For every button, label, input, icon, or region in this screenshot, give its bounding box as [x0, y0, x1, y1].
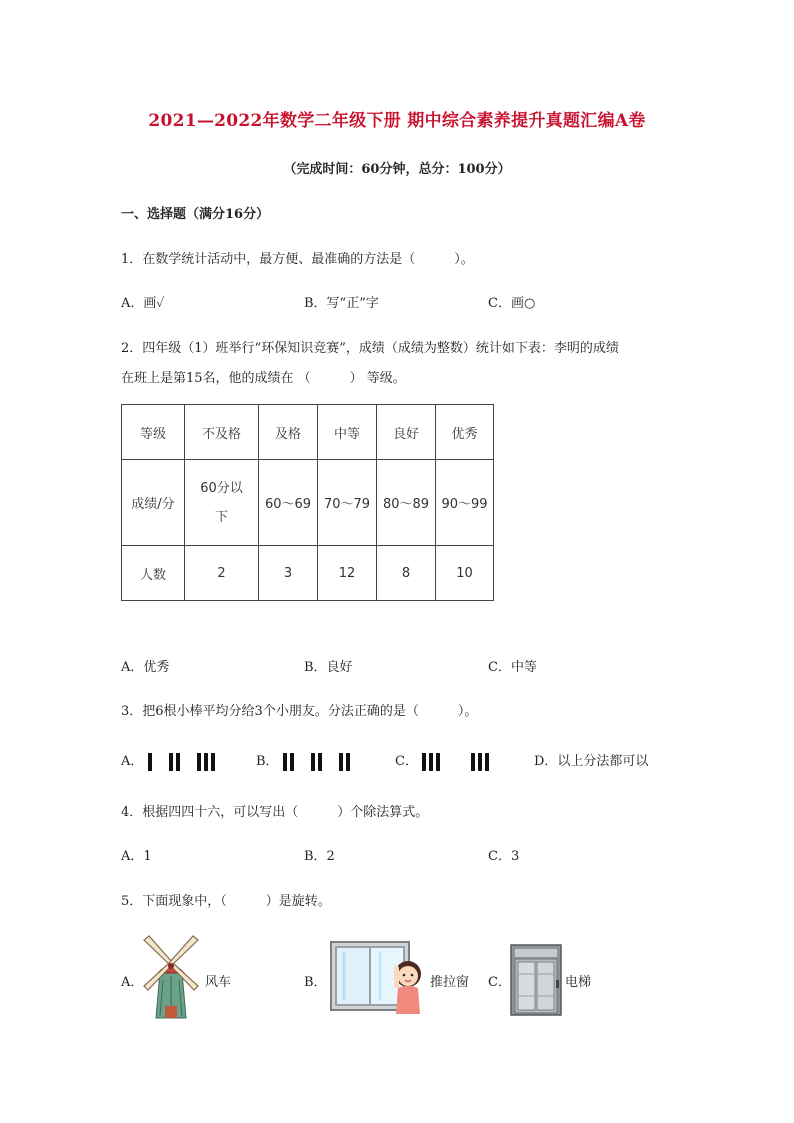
table-cell: 中等	[318, 405, 377, 460]
q4-option-a[interactable]: A．1	[121, 849, 152, 864]
table-cell: 80～89	[377, 460, 436, 546]
table-cell: 人数	[122, 546, 185, 601]
windmill-caption: 风车	[205, 975, 232, 990]
option-label: A．	[121, 754, 144, 769]
section-heading: 一、选择题（满分16分）	[121, 207, 270, 222]
elevator-icon	[510, 944, 562, 1016]
cell-text: 60分以	[200, 480, 243, 496]
question-3: 3．把6根小棒平均分给3个小朋友。分法正确的是（ ）。	[121, 704, 478, 719]
q2-option-b[interactable]: B．良好	[304, 660, 353, 675]
table-cell: 8	[377, 546, 436, 601]
table-cell: 优秀	[436, 405, 494, 460]
table-cell: 不及格	[185, 405, 259, 460]
window-caption: 推拉窗	[430, 975, 470, 990]
table-cell	[185, 460, 259, 546]
sticks-2-2-2-icon	[283, 753, 353, 771]
table-cell: 12	[318, 546, 377, 601]
cell-text: 下	[214, 509, 228, 525]
table-cell: 及格	[259, 405, 318, 460]
q3-option-c[interactable]	[395, 750, 492, 771]
q2-option-a[interactable]: A．优秀	[121, 660, 170, 675]
q2-option-c[interactable]: C．中等	[488, 660, 537, 675]
question-1: 1．在数学统计活动中，最方便、最准确的方法是（ ）。	[121, 252, 474, 267]
question-4: 4．根据四四十六，可以写出（ ）个除法算式。	[121, 805, 429, 820]
q3-option-a[interactable]	[121, 750, 218, 771]
table-cell: 60～69	[259, 460, 318, 546]
q1-option-c[interactable]: C．画○	[488, 296, 536, 311]
option-label: C．	[395, 754, 418, 769]
table-cell: 70～79	[318, 460, 377, 546]
q3-option-b[interactable]	[256, 750, 353, 771]
sliding-window-icon	[330, 940, 430, 1016]
table-cell: 90～99	[436, 460, 494, 546]
elevator-caption: 电梯	[565, 975, 592, 990]
option-label: B．	[256, 754, 279, 769]
table-row	[122, 460, 494, 546]
page-title: 2021—2022年数学二年级下册 期中综合素养提升真题汇编A卷	[148, 111, 646, 131]
question-2-line1: 2．四年级（1）班举行“环保知识竞赛”，成绩（成绩为整数）统计如下表：李明的成绩	[121, 341, 619, 356]
exam-info: （完成时间：60分钟，总分：100分）	[283, 162, 511, 177]
q1-option-a[interactable]: A．画✓	[121, 296, 165, 311]
q4-option-b[interactable]: B．2	[304, 849, 335, 864]
table-cell: 2	[185, 546, 259, 601]
table-row	[122, 546, 494, 601]
q4-option-c[interactable]: C．3	[488, 849, 520, 864]
table-row	[122, 405, 494, 460]
question-5: 5．下面现象中，（ ）是旋转。	[121, 894, 331, 909]
question-2-line2: 在班上是第15名，他的成绩在 （ ） 等级。	[121, 371, 406, 386]
table-cell: 成绩/分	[122, 460, 185, 546]
grade-table	[121, 404, 494, 601]
q5-option-a-label[interactable]: A．	[121, 975, 144, 990]
q1-option-b[interactable]: B．写“正”字	[304, 296, 379, 311]
table-cell: 等级	[122, 405, 185, 460]
q3-option-d[interactable]: D．以上分法都可以	[534, 754, 649, 769]
windmill-icon	[138, 932, 204, 1022]
q5-option-c-label[interactable]: C．	[488, 975, 511, 990]
table-cell: 10	[436, 546, 494, 601]
sticks-3-3-icon	[422, 753, 492, 771]
table-cell: 良好	[377, 405, 436, 460]
q5-option-b-label[interactable]: B．	[304, 975, 327, 990]
table-cell: 3	[259, 546, 318, 601]
sticks-1-2-3-icon	[148, 753, 218, 771]
